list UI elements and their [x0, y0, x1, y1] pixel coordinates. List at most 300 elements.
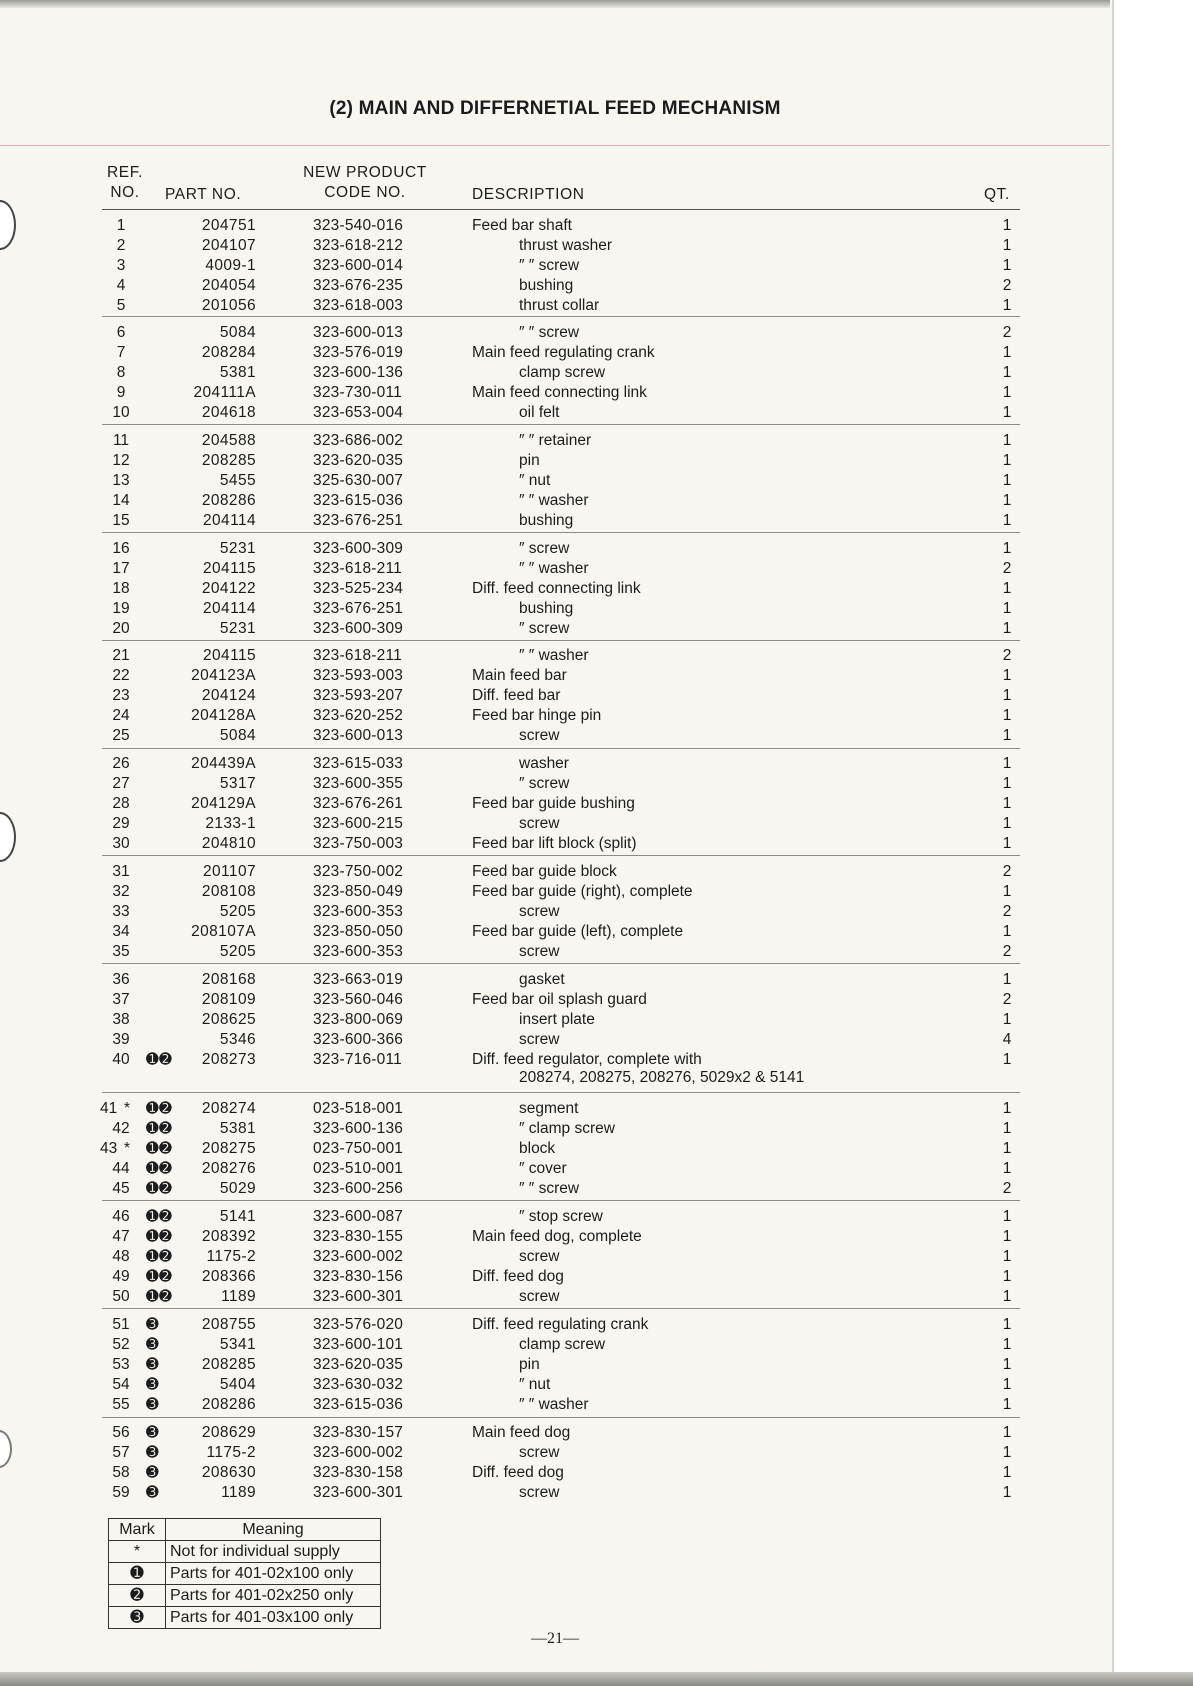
table-row	[0, 754, 1110, 774]
title-divider	[0, 145, 1110, 146]
table-row	[0, 1375, 1110, 1395]
description: Main feed bar	[472, 667, 567, 684]
quantity: 1	[1002, 1444, 1012, 1461]
quantity: 1	[1002, 1288, 1012, 1305]
group-divider	[102, 855, 1020, 856]
part-no: 208285	[201, 452, 256, 469]
ref-no: 47	[112, 1228, 130, 1245]
ref-no: 29	[112, 815, 130, 832]
quantity: 1	[1002, 1268, 1012, 1285]
description: Feed bar guide block	[472, 863, 617, 880]
legend-mark: ➊	[109, 1563, 166, 1585]
part-no: 5084	[219, 727, 256, 744]
model-mark: ➊➋	[146, 1268, 173, 1285]
table-row	[0, 882, 1110, 902]
model-mark: ➊➋	[146, 1288, 173, 1305]
part-no: 5029	[219, 1180, 256, 1197]
part-no: 5455	[219, 472, 256, 489]
product-code: 323-600-101	[313, 1336, 404, 1353]
col-header-qty: QT.	[984, 186, 1010, 203]
table-row	[0, 686, 1110, 706]
quantity: 1	[1002, 432, 1012, 449]
ref-no: 27	[112, 775, 130, 792]
product-code: 323-600-215	[313, 815, 404, 832]
quantity: 1	[1002, 237, 1012, 254]
part-no: 208275	[201, 1140, 256, 1157]
part-no: 204054	[201, 277, 256, 294]
quantity: 1	[1002, 1376, 1012, 1393]
ref-no: 35	[112, 943, 130, 960]
table-row	[0, 323, 1110, 343]
col-header-code-line2: CODE NO.	[324, 184, 406, 201]
group-divider	[102, 1308, 1020, 1309]
ref-no: 43	[100, 1140, 118, 1157]
quantity: 1	[1002, 217, 1012, 234]
ref-no: 52	[112, 1336, 130, 1353]
part-no: 208109	[201, 991, 256, 1008]
quantity: 1	[1002, 1336, 1012, 1353]
table-row	[0, 1227, 1110, 1247]
part-no: 204111A	[193, 384, 256, 401]
description: screw	[519, 943, 560, 960]
table-row	[0, 834, 1110, 854]
part-no: 5205	[219, 903, 256, 920]
description: ″ ″ washer	[519, 492, 589, 509]
ref-no: 20	[112, 620, 130, 637]
col-header-part-no: PART NO.	[165, 186, 242, 203]
quantity: 1	[1002, 1120, 1012, 1137]
product-code: 323-618-211	[313, 647, 402, 664]
part-no: 208273	[201, 1051, 256, 1068]
product-code: 323-600-309	[313, 540, 404, 557]
product-code: 323-830-156	[313, 1268, 404, 1285]
product-code: 323-600-309	[313, 620, 404, 637]
product-code: 323-560-046	[313, 991, 404, 1008]
model-mark: ➌	[146, 1464, 160, 1481]
part-no: 204439A	[191, 755, 256, 772]
product-code: 323-618-003	[313, 297, 404, 314]
part-no: 208630	[201, 1464, 256, 1481]
description: ″ screw	[519, 620, 570, 637]
table-row	[0, 794, 1110, 814]
product-code: 323-600-002	[313, 1444, 404, 1461]
description: Main feed dog, complete	[472, 1228, 642, 1245]
part-no: 208755	[201, 1316, 256, 1333]
description: ″ nut	[519, 1376, 551, 1393]
table-row	[0, 1315, 1110, 1335]
product-code: 323-730-011	[313, 384, 402, 401]
table-row	[0, 706, 1110, 726]
quantity: 1	[1002, 835, 1012, 852]
table-row	[0, 256, 1110, 276]
product-code: 323-600-013	[313, 324, 404, 341]
description: Diff. feed regulator, complete with	[472, 1051, 702, 1068]
ref-no: 18	[112, 580, 130, 597]
model-mark: ➊➋	[146, 1120, 173, 1137]
header-divider	[102, 209, 1020, 210]
table-row	[0, 343, 1110, 363]
product-code: 323-800-069	[313, 1011, 404, 1028]
ref-no: 51	[112, 1316, 130, 1333]
table-row	[0, 296, 1110, 316]
col-header-code-no	[272, 163, 458, 203]
group-divider	[102, 1200, 1020, 1201]
table-row	[0, 902, 1110, 922]
page-binding-edge	[1112, 0, 1193, 1686]
product-code: 323-830-155	[313, 1228, 404, 1245]
table-row	[0, 403, 1110, 423]
table-row	[0, 1050, 1110, 1070]
legend-meaning: Parts for 401-02x250 only	[166, 1585, 381, 1607]
group-divider	[102, 316, 1020, 317]
quantity: 2	[1002, 560, 1012, 577]
product-code: 323-576-019	[313, 344, 404, 361]
product-code: 323-750-003	[313, 835, 404, 852]
description: Main feed connecting link	[472, 384, 647, 401]
table-row	[0, 774, 1110, 794]
table-row	[0, 216, 1110, 236]
model-mark: ➊➋	[146, 1180, 173, 1197]
description: ″ ″ screw	[519, 257, 580, 274]
table-row	[0, 862, 1110, 882]
description: Feed bar oil splash guard	[472, 991, 647, 1008]
part-no: 204588	[201, 432, 256, 449]
quantity: 1	[1002, 727, 1012, 744]
product-code: 323-620-035	[313, 452, 404, 469]
product-code: 323-618-212	[313, 237, 404, 254]
ref-no: 45	[112, 1180, 130, 1197]
ref-no: 16	[112, 540, 130, 557]
part-no: 5381	[219, 1120, 256, 1137]
legend-row	[109, 1607, 381, 1629]
ref-no: 14	[112, 492, 130, 509]
part-no: 4009-1	[205, 257, 256, 274]
ref-no: 57	[112, 1444, 130, 1461]
quantity: 1	[1002, 755, 1012, 772]
ref-no: 3	[116, 257, 126, 274]
quantity: 1	[1002, 815, 1012, 832]
description: bushing	[519, 277, 574, 294]
part-no: 208284	[201, 344, 256, 361]
table-row	[0, 1423, 1110, 1443]
row-40-continuation: 208274, 208275, 208276, 5029x2 & 5141	[519, 1069, 805, 1086]
quantity: 1	[1002, 472, 1012, 489]
col-header-ref	[100, 163, 150, 203]
ref-no: 50	[112, 1288, 130, 1305]
legend-header	[109, 1519, 381, 1541]
part-no: 204115	[203, 647, 256, 664]
part-no: 204114	[203, 600, 256, 617]
table-row	[0, 511, 1110, 531]
part-no: 208168	[201, 971, 256, 988]
ref-no: 4	[116, 277, 126, 294]
quantity: 1	[1002, 297, 1012, 314]
group-divider	[102, 963, 1020, 964]
product-code: 323-653-004	[313, 404, 404, 421]
legend-meaning: Not for individual supply	[166, 1541, 381, 1563]
description: screw	[519, 1288, 560, 1305]
legend-meaning: Parts for 401-02x100 only	[166, 1563, 381, 1585]
description: Diff. feed regulating crank	[472, 1316, 649, 1333]
part-no: 1189	[221, 1484, 256, 1501]
model-mark: ➌	[146, 1484, 160, 1501]
model-mark: ➌	[146, 1424, 160, 1441]
description: screw	[519, 1031, 560, 1048]
ref-no: 25	[112, 727, 130, 744]
part-no: 204115	[203, 560, 256, 577]
page-title: (2) MAIN AND DIFFERNETIAL FEED MECHANISM	[329, 98, 781, 119]
part-no: 201107	[203, 863, 256, 880]
model-mark: ➊➋	[146, 1140, 173, 1157]
quantity: 1	[1002, 795, 1012, 812]
part-no: 5341	[219, 1336, 256, 1353]
part-no: 204123A	[191, 667, 256, 684]
description: pin	[519, 452, 540, 469]
table-row	[0, 1463, 1110, 1483]
quantity: 2	[1002, 324, 1012, 341]
description: Diff. feed connecting link	[472, 580, 641, 597]
table-row	[0, 1287, 1110, 1307]
description: screw	[519, 727, 560, 744]
description: Main feed regulating crank	[472, 344, 655, 361]
part-no: 2133-1	[205, 815, 256, 832]
quantity: 1	[1002, 687, 1012, 704]
product-code: 323-600-002	[313, 1248, 404, 1265]
part-no: 204751	[201, 217, 256, 234]
ref-no: 39	[112, 1031, 130, 1048]
part-no: 5317	[219, 775, 256, 792]
quantity: 1	[1002, 971, 1012, 988]
quantity: 1	[1002, 452, 1012, 469]
description: ″ ″ screw	[519, 1180, 580, 1197]
description: clamp screw	[519, 364, 606, 381]
description: ″ ″ screw	[519, 324, 580, 341]
description: oil felt	[519, 404, 560, 421]
quantity: 1	[1002, 492, 1012, 509]
ref-no: 8	[116, 364, 126, 381]
product-code: 323-830-157	[313, 1424, 404, 1441]
group-divider	[102, 748, 1020, 749]
table-row	[0, 1267, 1110, 1287]
table-row	[0, 491, 1110, 511]
table-row	[0, 1139, 1110, 1159]
product-code: 323-850-050	[313, 923, 404, 940]
quantity: 1	[1002, 580, 1012, 597]
ref-no: 37	[112, 991, 130, 1008]
part-no: 5231	[219, 540, 256, 557]
description: ″ screw	[519, 775, 570, 792]
product-code: 323-593-003	[313, 667, 404, 684]
ref-no: 58	[112, 1464, 130, 1481]
quantity: 1	[1002, 384, 1012, 401]
product-code: 323-600-353	[313, 943, 404, 960]
quantity: 2	[1002, 863, 1012, 880]
description: Main feed dog	[472, 1424, 571, 1441]
ref-no: 56	[112, 1424, 130, 1441]
product-code: 323-525-234	[313, 580, 404, 597]
legend-mark: *	[109, 1541, 166, 1563]
part-no: 204129A	[191, 795, 256, 812]
description: gasket	[519, 971, 565, 988]
group-divider	[102, 640, 1020, 641]
table-row	[0, 599, 1110, 619]
ref-no: 42	[112, 1120, 130, 1137]
product-code: 323-830-158	[313, 1464, 404, 1481]
product-code: 023-518-001	[313, 1100, 404, 1117]
table-row	[0, 539, 1110, 559]
ref-no: 21	[112, 647, 130, 664]
ref-no: 22	[112, 667, 130, 684]
legend-mark: ➌	[109, 1607, 166, 1629]
product-code: 323-615-033	[313, 755, 404, 772]
ref-no: 36	[112, 971, 130, 988]
ref-no: 23	[112, 687, 130, 704]
mark-legend	[108, 1518, 381, 1629]
group-divider	[102, 532, 1020, 533]
description: ″ cover	[519, 1160, 567, 1177]
description: ″ screw	[519, 540, 570, 557]
description: Feed bar guide bushing	[472, 795, 635, 812]
ref-no: 6	[116, 324, 126, 341]
part-no: 208107A	[191, 923, 256, 940]
product-code: 323-600-087	[313, 1208, 404, 1225]
model-mark: ➌	[146, 1336, 160, 1353]
part-no: 208286	[201, 492, 256, 509]
part-no: 208274	[201, 1100, 256, 1117]
col-header-code-line1: NEW PRODUCT	[303, 164, 427, 181]
quantity: 1	[1002, 775, 1012, 792]
ref-no: 9	[116, 384, 126, 401]
quantity: 2	[1002, 647, 1012, 664]
ref-no: 12	[112, 452, 130, 469]
quantity: 1	[1002, 1464, 1012, 1481]
quantity: 1	[1002, 512, 1012, 529]
description: ″ nut	[519, 472, 551, 489]
table-row	[0, 814, 1110, 834]
table-row	[0, 559, 1110, 579]
part-no: 1189	[221, 1288, 256, 1305]
description: Diff. feed dog	[472, 1464, 564, 1481]
part-no: 5141	[219, 1208, 256, 1225]
product-code: 323-676-251	[313, 600, 404, 617]
table-row	[0, 451, 1110, 471]
description: Feed bar guide (left), complete	[472, 923, 684, 940]
description: ″ ″ washer	[519, 560, 589, 577]
product-code: 323-600-136	[313, 1120, 404, 1137]
model-mark: ➊➋	[146, 1160, 173, 1177]
product-code: 323-600-136	[313, 364, 404, 381]
ref-no: 11	[112, 432, 130, 449]
ref-no: 17	[112, 560, 130, 577]
part-no: 204810	[201, 835, 256, 852]
table-row	[0, 1010, 1110, 1030]
table-row	[0, 1030, 1110, 1050]
table-row	[0, 922, 1110, 942]
description: ″ ″ retainer	[519, 432, 592, 449]
product-code: 023-510-001	[313, 1160, 404, 1177]
ref-no: 19	[112, 600, 130, 617]
description: Feed bar guide (right), complete	[472, 883, 693, 900]
part-no: 208625	[201, 1011, 256, 1028]
table-row	[0, 1355, 1110, 1375]
part-no: 5404	[219, 1376, 256, 1393]
quantity: 1	[1002, 1316, 1012, 1333]
legend-row	[109, 1563, 381, 1585]
quantity: 1	[1002, 1228, 1012, 1245]
product-code: 323-600-256	[313, 1180, 404, 1197]
part-no: 208366	[201, 1268, 256, 1285]
part-no: 204128A	[191, 707, 256, 724]
product-code: 323-600-355	[313, 775, 404, 792]
table-row	[0, 726, 1110, 746]
quantity: 1	[1002, 1248, 1012, 1265]
part-no: 5381	[219, 364, 256, 381]
ref-no: 1	[116, 217, 126, 234]
quantity: 1	[1002, 1424, 1012, 1441]
part-no: 5205	[219, 943, 256, 960]
product-code: 323-600-301	[313, 1288, 404, 1305]
quantity: 1	[1002, 1484, 1012, 1501]
product-code: 323-600-014	[313, 257, 404, 274]
legend-row	[109, 1541, 381, 1563]
description: Diff. feed bar	[472, 687, 561, 704]
model-mark: ➊➋	[146, 1248, 173, 1265]
quantity: 2	[1002, 943, 1012, 960]
description: thrust washer	[519, 237, 613, 254]
part-no: 1175-2	[206, 1444, 256, 1461]
description: Diff. feed dog	[472, 1268, 564, 1285]
part-no: 208392	[201, 1228, 256, 1245]
description: thrust collar	[519, 297, 600, 314]
legend-header-mark: Mark	[109, 1519, 166, 1541]
quantity: 1	[1002, 1208, 1012, 1225]
part-no: 204124	[201, 687, 256, 704]
quantity: 1	[1002, 364, 1012, 381]
part-no: 204122	[201, 580, 256, 597]
description: ″ ″ washer	[519, 1396, 589, 1413]
table-row	[0, 1335, 1110, 1355]
quantity: 1	[1002, 923, 1012, 940]
product-code: 323-620-252	[313, 707, 404, 724]
ref-no: 53	[112, 1356, 130, 1373]
ref-no: 59	[112, 1484, 130, 1501]
description: segment	[519, 1100, 579, 1117]
quantity: 1	[1002, 344, 1012, 361]
legend-header-meaning: Meaning	[166, 1519, 381, 1541]
description: ″ clamp screw	[519, 1120, 615, 1137]
product-code: 323-663-019	[313, 971, 404, 988]
product-code: 323-540-016	[313, 217, 404, 234]
table-row	[0, 579, 1110, 599]
page-bottom-edge	[0, 1672, 1193, 1686]
product-code: 323-618-211	[313, 560, 402, 577]
product-code: 323-615-036	[313, 492, 404, 509]
part-no: 204107	[201, 237, 256, 254]
description: washer	[519, 755, 569, 772]
product-code: 323-750-002	[313, 863, 404, 880]
table-row	[0, 1395, 1110, 1415]
page-top-edge	[0, 0, 1110, 8]
not-supplied-mark: *	[124, 1140, 131, 1157]
ref-no: 7	[116, 344, 126, 361]
product-code: 323-600-366	[313, 1031, 404, 1048]
ref-no: 28	[112, 795, 130, 812]
table-row	[0, 1483, 1110, 1503]
table-row	[0, 363, 1110, 383]
product-code: 323-630-032	[313, 1376, 404, 1393]
part-no: 208629	[201, 1424, 256, 1441]
product-code: 323-615-036	[313, 1396, 404, 1413]
